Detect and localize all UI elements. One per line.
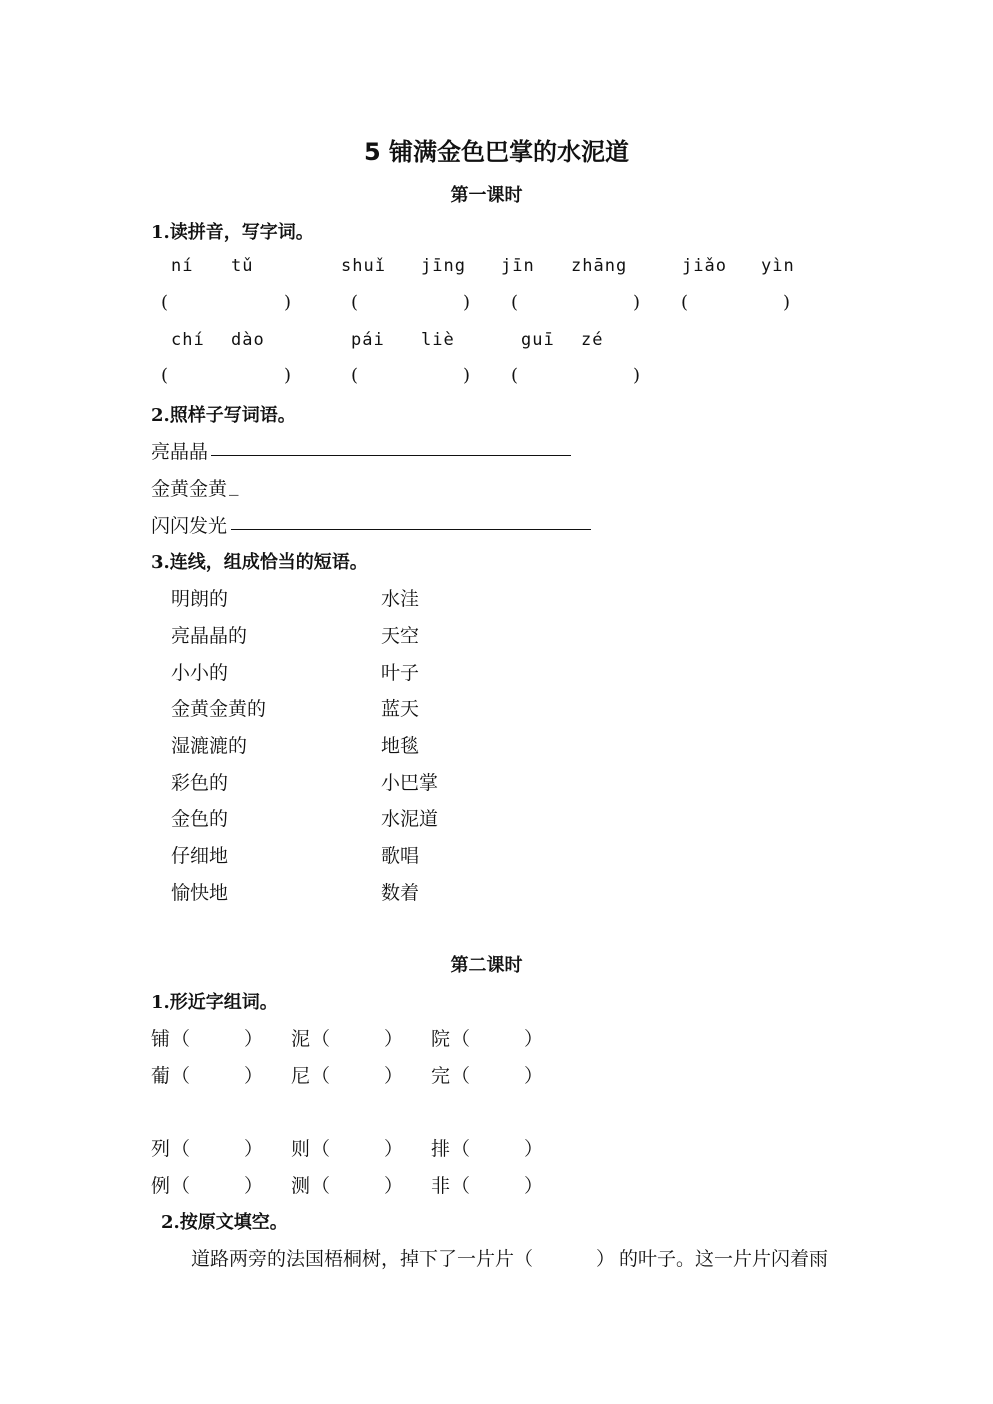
match-left-item[interactable]: 愉快地 (171, 882, 229, 904)
match-right-item[interactable]: 歌唱 (381, 845, 420, 867)
match-right-item[interactable]: 小巴掌 (381, 772, 439, 794)
char: 则 (291, 1138, 311, 1160)
answer-blank-open: ( (161, 292, 169, 313)
example-word: 亮晶晶 (151, 441, 209, 463)
example-word: 金黄金黄 (151, 478, 228, 500)
answer-blank-close: ） (524, 1175, 544, 1197)
match-right-item[interactable]: 地毯 (381, 735, 420, 757)
answer-blank-close: ） (384, 1138, 404, 1160)
answer-blank-close: ） (384, 1028, 404, 1050)
page-title: 5 铺满金色巴掌的水泥道 (363, 138, 630, 166)
lesson-one-heading: 第一课时 (450, 185, 523, 206)
answer-blank-close: ） (244, 1138, 264, 1160)
answer-blank-close: ) (783, 292, 791, 313)
match-left-item[interactable]: 仔细地 (171, 845, 229, 867)
answer-blank-open: （ (311, 1175, 331, 1197)
char: 尼 (291, 1065, 311, 1087)
pinyin: guī (521, 330, 555, 350)
char: 院 (431, 1028, 451, 1050)
answer-blank-close: ） (596, 1248, 616, 1270)
answer-blank-close: ） (524, 1028, 544, 1050)
char: 泥 (291, 1028, 311, 1050)
l2-q2-label: 2.按原文填空。 (161, 1212, 288, 1233)
answer-blank-close: ) (463, 365, 471, 386)
answer-blank-close: ） (524, 1138, 544, 1160)
pinyin: pái (351, 330, 385, 350)
answer-blank-close: ) (284, 365, 292, 386)
passage-text-before: 道路两旁的法国梧桐树，掉下了一片片（ (191, 1248, 534, 1270)
passage-text-after: 的叶子。这一片片闪着雨 (619, 1248, 829, 1270)
pinyin: shuǐ (341, 256, 386, 276)
answer-blank-open: （ (311, 1138, 331, 1160)
pinyin: tǔ (231, 256, 254, 276)
answer-blank-open: （ (311, 1065, 331, 1087)
match-left-item[interactable]: 小小的 (171, 662, 229, 684)
match-right-item[interactable]: 水泥道 (381, 808, 439, 830)
lesson-two-heading: 第二课时 (450, 955, 523, 976)
pinyin: jiǎo (682, 256, 727, 276)
pinyin: chí (171, 330, 205, 350)
pinyin: yìn (761, 256, 795, 276)
pinyin: zhāng (571, 256, 628, 276)
pinyin: zé (581, 330, 604, 350)
answer-blank-open: ( (351, 365, 359, 386)
l1-q2-label: 2.照样子写词语。 (151, 405, 296, 426)
answer-blank-close: ） (384, 1175, 404, 1197)
match-right-item[interactable]: 水洼 (381, 588, 420, 610)
l2-q1-label: 1.形近字组词。 (151, 992, 278, 1013)
match-left-item[interactable]: 金黄金黄的 (171, 698, 267, 720)
char: 测 (291, 1175, 311, 1197)
answer-blank-open: ( (681, 292, 689, 313)
char: 完 (431, 1065, 451, 1087)
char: 例 (151, 1175, 171, 1197)
match-left-item[interactable]: 明朗的 (171, 588, 229, 610)
match-right-item[interactable]: 蓝天 (381, 698, 420, 720)
char: 列 (151, 1138, 171, 1160)
answer-blank-open: （ (171, 1065, 191, 1087)
answer-blank-open: （ (171, 1028, 191, 1050)
answer-blank-close: ） (244, 1065, 264, 1087)
match-right-item[interactable]: 数着 (381, 882, 420, 904)
answer-blank-open: （ (451, 1138, 471, 1160)
answer-blank-open: （ (311, 1028, 331, 1050)
answer-blank-open: ( (351, 292, 359, 313)
answer-line[interactable] (231, 529, 591, 530)
answer-blank-close: ) (633, 365, 641, 386)
match-left-item[interactable]: 金色的 (171, 808, 229, 830)
answer-blank-open: （ (171, 1175, 191, 1197)
answer-blank-open: （ (451, 1065, 471, 1087)
char: 非 (431, 1175, 451, 1197)
answer-blank-close: ） (244, 1175, 264, 1197)
match-right-item[interactable]: 叶子 (381, 662, 420, 684)
pinyin: jīn (501, 256, 535, 276)
char: 葡 (151, 1065, 171, 1087)
match-left-item[interactable]: 亮晶晶的 (171, 625, 248, 647)
pinyin: jīng (421, 256, 466, 276)
answer-blank-open: ( (511, 365, 519, 386)
answer-blank-open: ( (161, 365, 169, 386)
char: 排 (431, 1138, 451, 1160)
answer-blank-short: _ (229, 474, 239, 496)
pinyin: liè (421, 330, 455, 350)
match-left-item[interactable]: 湿漉漉的 (171, 735, 248, 757)
answer-blank-open: （ (451, 1175, 471, 1197)
example-word: 闪闪发光 (151, 515, 228, 537)
answer-blank-open: （ (451, 1028, 471, 1050)
pinyin: dào (231, 330, 265, 350)
char: 铺 (151, 1028, 171, 1050)
pinyin: ní (171, 256, 194, 276)
l1-q3-label: 3.连线，组成恰当的短语。 (151, 552, 368, 573)
answer-blank-close: ） (524, 1065, 544, 1087)
answer-blank-open: （ (171, 1138, 191, 1160)
match-left-item[interactable]: 彩色的 (171, 772, 229, 794)
answer-blank-open: ( (511, 292, 519, 313)
answer-line[interactable] (211, 455, 571, 456)
match-right-item[interactable]: 天空 (381, 625, 420, 647)
answer-blank-close: ) (633, 292, 641, 313)
answer-blank-close: ) (284, 292, 292, 313)
answer-blank-close: ） (384, 1065, 404, 1087)
l1-q1-label: 1.读拼音，写字词。 (151, 222, 314, 243)
answer-blank-close: ） (244, 1028, 264, 1050)
answer-blank-close: ) (463, 292, 471, 313)
